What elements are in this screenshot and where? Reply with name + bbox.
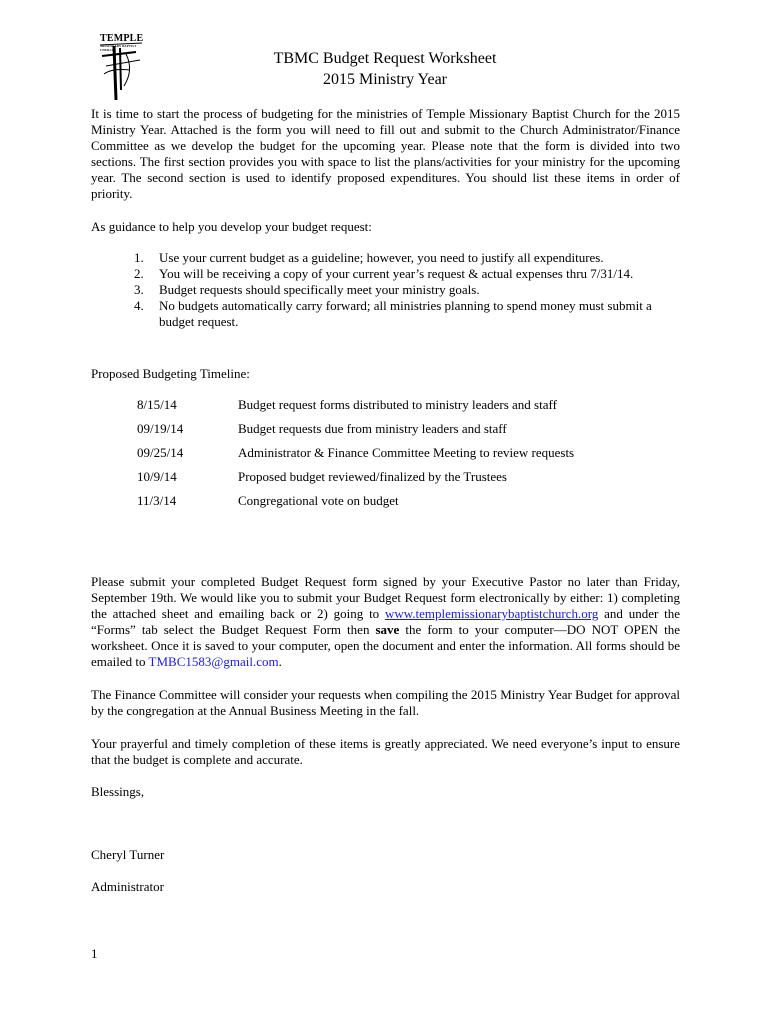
timeline-date: 09/19/14 [137,421,184,436]
signer-title: Administrator [91,879,164,894]
list-item: 2. You will be receiving a copy of your current year’s request & actual expenses thru 7/31/14. [134,266,634,281]
table-row [137,397,697,413]
email-address[interactable]: TMBC1583@gmail.com [148,654,279,669]
logo-wordmark: TEMPLE MISSIONARY BAPTIST CHURCH [100,33,144,52]
timeline-date: 10/9/14 [137,469,177,484]
table-row [137,421,697,437]
timeline-desc: Budget request forms distributed to ministry leaders and staff [238,397,557,412]
title-line-1: TBMC Budget Request Worksheet [273,50,497,67]
timeline-desc: Budget requests due from ministry leaders and staff [238,421,507,436]
finance-paragraph: The Finance Committee will consider your requests when compiling the 2015 Ministry Year Budget for approval by the congregation at the Annual Business Meeting in the fall. [91,687,680,718]
guidance-list [134,250,682,330]
timeline-date: 09/25/14 [137,445,184,460]
page-number: 1 [91,946,98,961]
timeline-date: 8/15/14 [137,397,177,412]
list-item: 4. No budgets automatically carry forward; all ministries planning to spend money must submit a budget request. [134,298,652,329]
timeline-desc: Proposed budget reviewed/finalized by the Trustees [238,469,507,484]
timeline-desc: Administrator & Finance Committee Meeting to review requests [238,445,575,460]
church-website-link[interactable]: www.templemissionarybaptistchurch.org [384,606,599,621]
table-row [137,493,697,509]
timeline-date: 11/3/14 [137,493,177,508]
guidance-heading: As guidance to help you develop your budget request: [91,219,372,234]
table-row [137,445,697,461]
timeline-desc: Congregational vote on budget [238,493,399,508]
submit-paragraph: Please submit your completed Budget Request form signed by your Executive Pastor no later than Friday, September 19th. We would like you to submit your Budget Request form electronically by either: 1) completing the attached sheet and emailing back or 2) going to www.templemissionarybaptistchurch.org and under the “Forms” tab select the Budget Request Form then save the form to your computer—DO NOT OPEN the worksheet. Once it is saved to your computer, open the document and enter the information. All forms should be emailed to TMBC1583@gmail.com. [91,574,680,669]
list-item: 3. Budget requests should specifically meet your ministry goals. [134,282,480,297]
list-item: 1. Use your current budget as a guideline; however, you need to justify all expenditures. [134,250,604,265]
intro-paragraph: It is time to start the process of budgeting for the ministries of Temple Missionary Baptist Church for the 2015 Ministry Year. Attached is the form you will need to fill out and submit to the Church Administrator/Finance Committee as we develop the budget for the upcoming year. Please note that the form is divided into two sections. The first section provides you with space to list the plans/activities for your ministry for the upcoming year. The second section is used to identify proposed expenditures. You should list these items in order of priority. [91,106,680,201]
signer-name: Cheryl Turner [91,847,165,862]
closing-paragraph: Your prayerful and timely completion of these items is greatly appreciated. We need everyone’s input to ensure that the budget is complete and accurate. [91,736,680,767]
title-line-2: 2015 Ministry Year [322,71,447,88]
table-row [137,469,697,485]
page-title [0,49,770,91]
timeline-heading: Proposed Budgeting Timeline: [91,366,250,381]
salutation: Blessings, [91,784,145,799]
